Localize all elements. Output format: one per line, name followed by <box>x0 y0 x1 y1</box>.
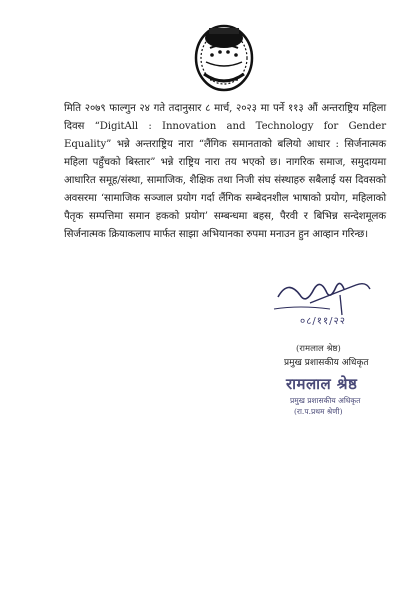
signature-date: ०८/११/२२ <box>300 316 346 327</box>
stamp-name: रामलाल श्रेष्ठ <box>286 375 358 393</box>
stamp-rank: (रा.प.प्रथम श्रेणी) <box>294 407 343 416</box>
signatory-name: (रामलाल श्रेष्ठ) <box>296 344 341 354</box>
office-seal-icon <box>190 0 258 96</box>
notice-body-text: मिति २०७९ फाल्गुन २४ गते तदानुसार ८ मार्च, २०२३ मा पर्ने ११३ औं अन्तराष्ट्रिय महिला दिवस “DigitAll : Innovation and Technology for Gender Equality” भन्ने अन्तराष्ट्रिय नारा “लैंगिक समानताको बलियो आधार : सिर्जनात्मक महिला पहुँचको बिस्तार” भन्ने राष्ट्रिय नारा तय भएको छ। नागरिक समाज, समुदायमा आधारित समूह/संस्था, सामाजिक, शैक्षिक तथा निजी संघ संस्थाहरु सबैलाई यस दिवसको अवसरमा ‘सामाजिक सञ्जाल प्रयोग गर्दा लैंगिक सम्बेदनशील भाषाको प्रयोग, महिलाको पैतृक सम्पत्तिमा समान हकको प्रयोग’ सम्बन्धमा बहस, पैरवी र बिभिन्न सन्देशमूलक सिर्जनात्मक क्रियाकलाप मार्फत साझा अभियानका रुपमा मनाउन हुन आव्हान गरिन्छ। <box>64 103 386 240</box>
signatory-designation: प्रमुख प्रशासकीय अधिकृत <box>284 358 369 368</box>
stamp-designation: प्रमुख प्रशासकीय अधिकृत <box>290 396 361 405</box>
